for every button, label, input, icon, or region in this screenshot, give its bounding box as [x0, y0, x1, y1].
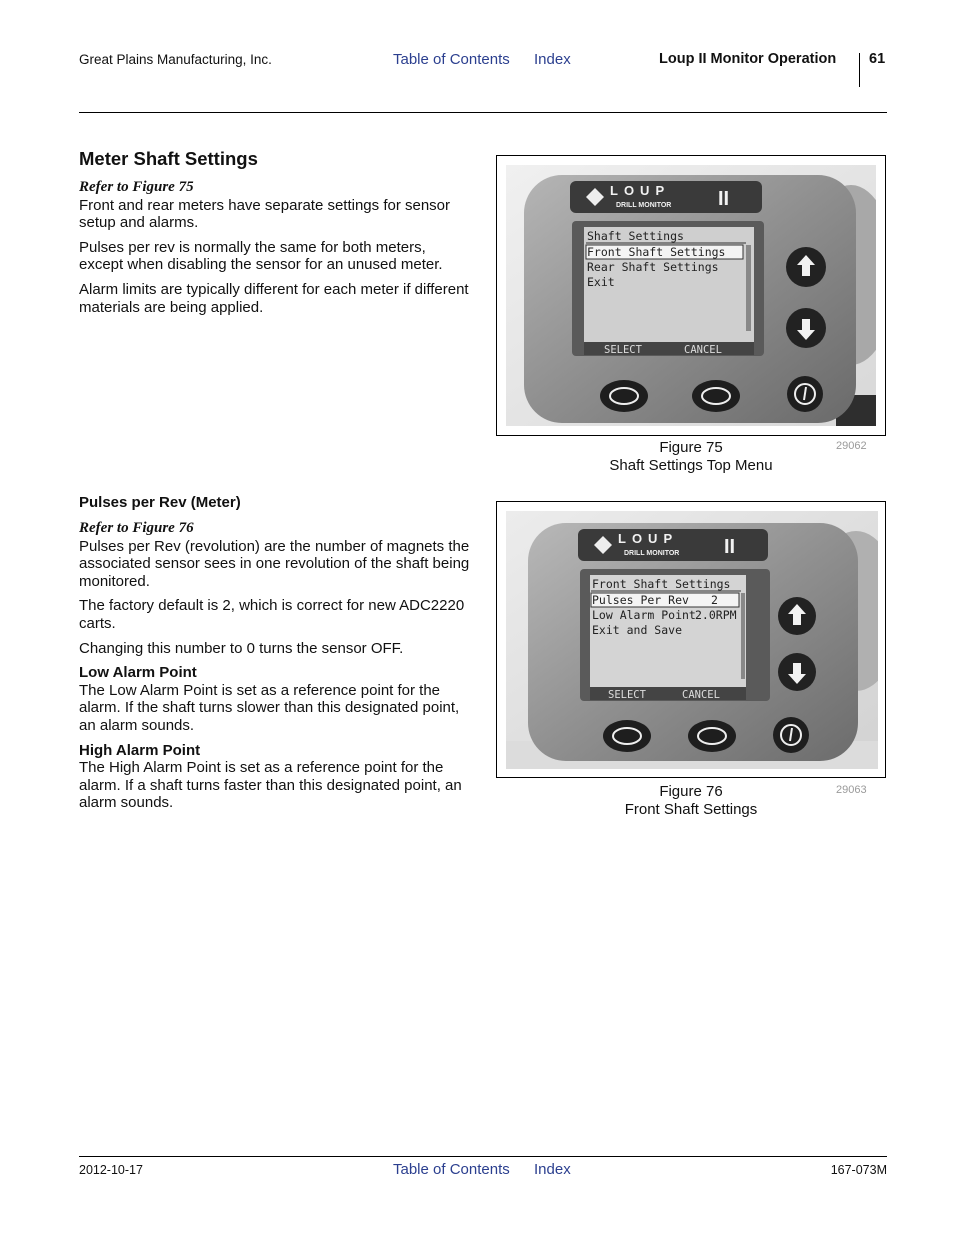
figure-76-number: Figure 76	[659, 783, 723, 800]
company-name: Great Plains Manufacturing, Inc.	[79, 52, 272, 67]
header-index-link[interactable]: Index	[534, 51, 571, 68]
meter-shaft-heading: Meter Shaft Settings	[79, 148, 258, 169]
section-title: Loup II Monitor Operation	[659, 51, 837, 67]
header-divider	[859, 53, 860, 87]
monitor-brand-word: LOUP	[618, 531, 679, 546]
softkey-select-label: SELECT	[608, 689, 646, 701]
figure-75-frame	[496, 155, 886, 436]
lcd-row-pulses-value: 2	[711, 593, 718, 607]
footer-toc-link[interactable]: Table of Contents	[393, 1161, 510, 1178]
low-alarm-heading: Low Alarm Point	[79, 664, 197, 682]
softkey-left-button[interactable]	[600, 380, 648, 412]
figure-75-number: Figure 75	[659, 439, 723, 456]
monitor-brand-sub: DRILL MONITOR	[624, 550, 680, 557]
figure-76-id: 29063	[836, 784, 867, 796]
softkey-select-label: SELECT	[604, 344, 642, 356]
pulses-p1: Pulses per Rev (revolution) are the number of magnets the associated sensor sees in one revolution of the shaft being monitored.	[79, 537, 470, 590]
lcd-row-exit-label: Exit and Save	[592, 623, 683, 637]
monitor-brand-sub: DRILL MONITOR	[616, 202, 672, 209]
lcd-item-front: Front Shaft Settings	[587, 245, 726, 259]
page-number: 61	[869, 51, 886, 67]
figure-75-id: 29062	[836, 440, 867, 452]
pulses-p2: The factory default is 2, which is correct for new ADC2220 carts.	[79, 597, 465, 632]
pulses-body	[79, 520, 471, 812]
meter-shaft-body	[79, 179, 471, 316]
lcd-title: Shaft Settings	[587, 229, 684, 243]
monitor-brand-word: LOUP	[610, 183, 671, 198]
monitor-brand-numeral: II	[718, 188, 730, 210]
header-toc-link[interactable]: Table of Contents	[393, 51, 510, 68]
softkey-cancel-label: CANCEL	[682, 689, 720, 701]
meter-shaft-p2: Pulses per rev is normally the same for both meters, except when disabling the sensor for an unused meter.	[79, 238, 443, 274]
figure-76-caption	[496, 783, 886, 818]
figure-75-title: Shaft Settings Top Menu	[609, 456, 773, 474]
softkey-right-button[interactable]	[688, 720, 736, 752]
lcd-row-pulses-label: Pulses Per Rev	[592, 593, 689, 607]
figure-75-caption	[496, 439, 886, 474]
header-rule	[79, 112, 887, 113]
lcd-title: Front Shaft Settings	[592, 577, 731, 591]
lcd-item-exit: Exit	[587, 275, 615, 289]
pulses-p3: Changing this number to 0 turns the sensor OFF.	[79, 639, 404, 657]
softkey-cancel-label: CANCEL	[684, 344, 722, 356]
meter-shaft-p3: Alarm limits are typically different for each meter if different materials are being applied.	[79, 280, 469, 316]
monitor-brand-numeral: II	[724, 536, 736, 558]
high-alarm-heading: High Alarm Point	[79, 741, 201, 759]
figure-76-monitor-photo	[506, 511, 878, 769]
footer-rule	[79, 1156, 887, 1157]
figure-76-frame	[496, 501, 886, 778]
low-alarm-text: The Low Alarm Point is set as a reference point for the alarm. If the shaft turns slower than this designated point, an alarm sounds.	[79, 681, 460, 734]
ref-figure-76[interactable]: Refer to Figure 76	[79, 520, 194, 536]
softkey-left-button[interactable]	[603, 720, 651, 752]
footer-index-link[interactable]: Index	[534, 1161, 571, 1178]
footer-doc-number: 167-073M	[830, 1163, 887, 1177]
pulses-heading: Pulses per Rev (Meter)	[79, 494, 241, 511]
figure-75-monitor-photo	[506, 165, 876, 426]
meter-shaft-p1: Front and rear meters have separate settings for sensor setup and alarms.	[79, 196, 451, 232]
lcd-row-low-label: Low Alarm Point	[592, 608, 696, 622]
ref-figure-75[interactable]: Refer to Figure 75	[79, 179, 194, 195]
high-alarm-text: The High Alarm Point is set as a reference point for the alarm. If a shaft turns faster than this designated point, an alarm sounds.	[79, 759, 462, 812]
softkey-right-button[interactable]	[692, 380, 740, 412]
lcd-row-low-value: 2.0RPM	[695, 608, 737, 622]
figure-76-title: Front Shaft Settings	[624, 800, 758, 818]
lcd-item-rear: Rear Shaft Settings	[587, 260, 719, 274]
footer-date: 2012-10-17	[79, 1163, 143, 1177]
